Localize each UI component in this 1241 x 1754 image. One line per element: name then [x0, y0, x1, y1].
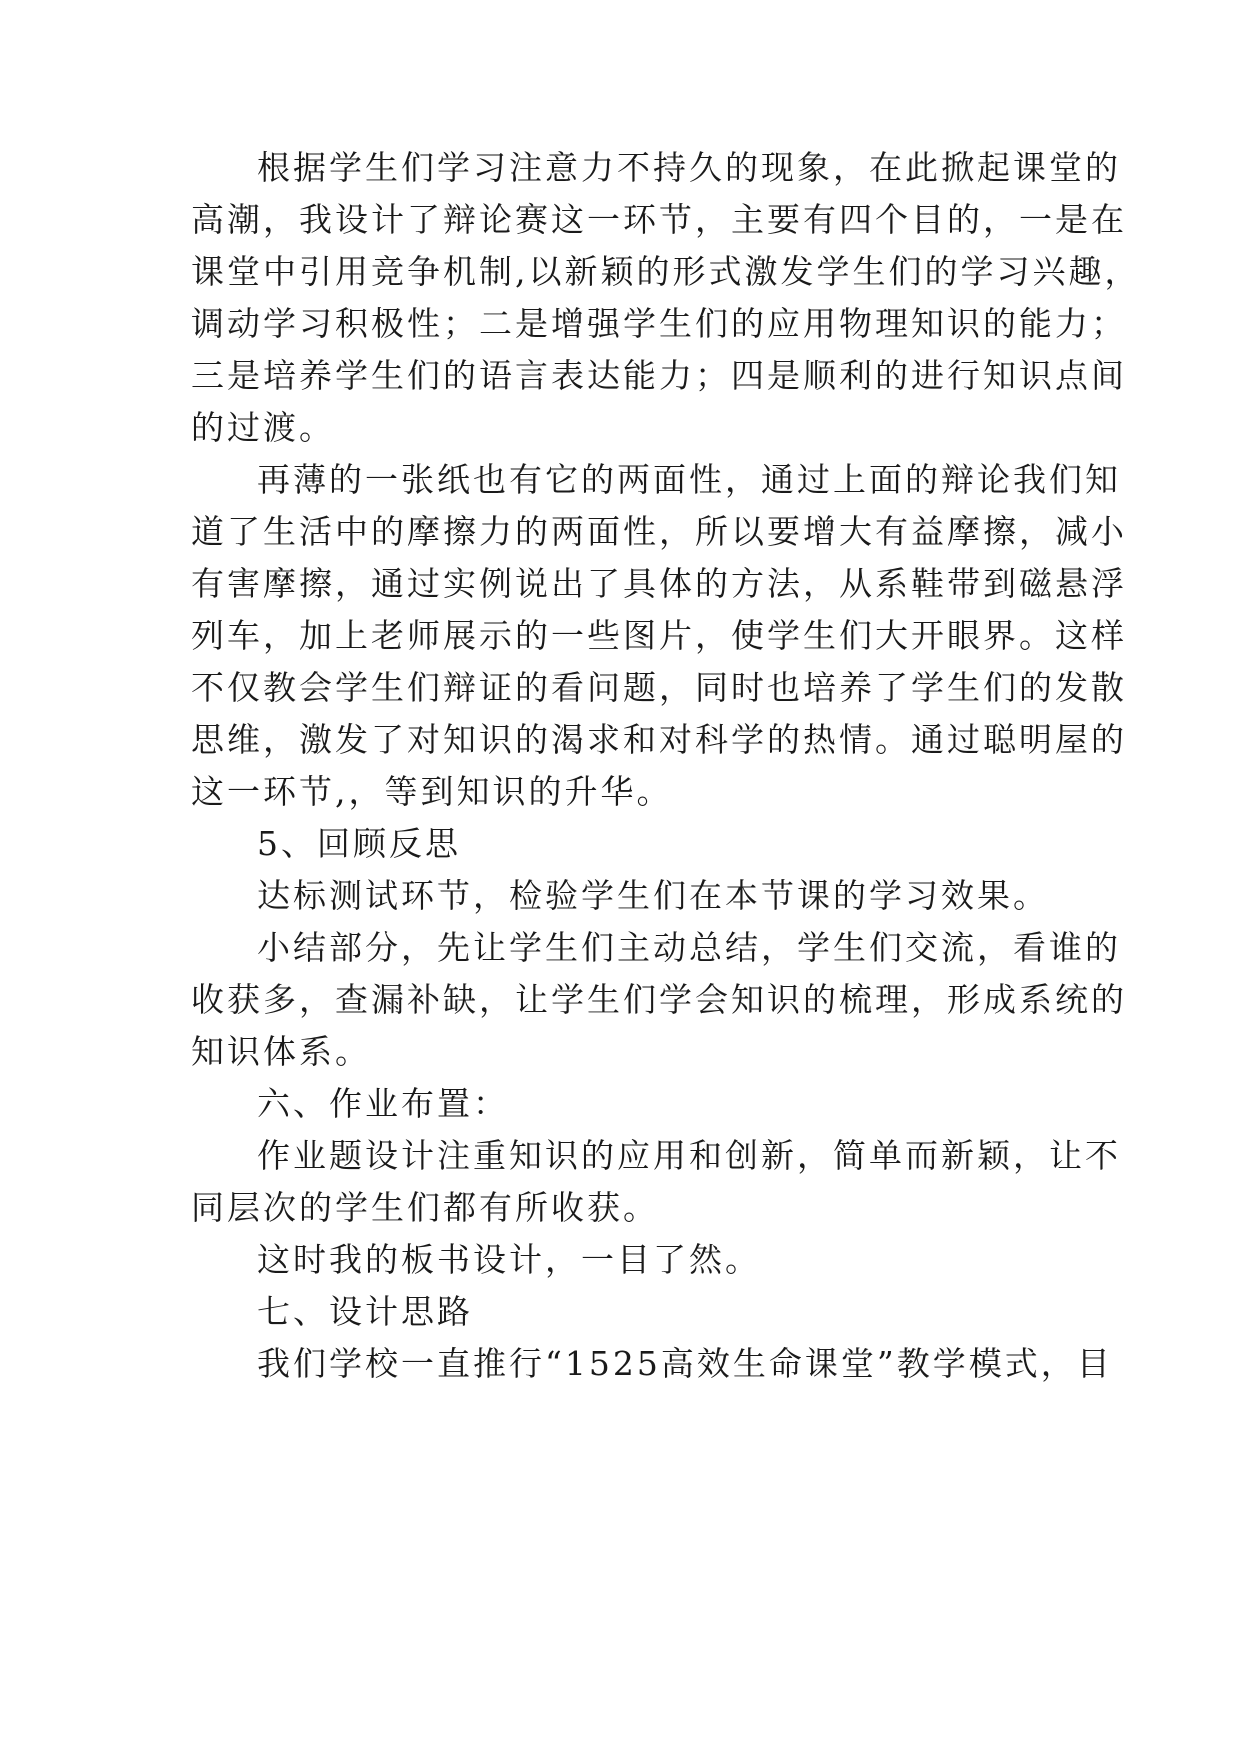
text-line: 高潮，我设计了辩论赛这一环节，主要有四个目的，一是在: [191, 200, 1127, 239]
text-line: 这一环节,，等到知识的升华。: [191, 772, 673, 811]
text-line: 作业题设计注重知识的应用和创新，简单而新颖，让不: [257, 1136, 1121, 1175]
text-line: 思维，激发了对知识的渴求和对科学的热情。通过聪明屋的: [191, 720, 1127, 759]
section-heading: 六、作业布置：: [257, 1084, 509, 1123]
text-line: 我们学校一直推行“1525高效生命课堂”教学模式，目: [257, 1344, 1113, 1383]
text-line: 达标测试环节，检验学生们在本节课的学习效果。: [257, 876, 1049, 915]
text-line: 小结部分，先让学生们主动总结，学生们交流，看谁的: [257, 928, 1121, 967]
text-line: 三是培养学生们的语言表达能力；四是顺利的进行知识点间: [191, 356, 1127, 395]
text-line: 同层次的学生们都有所收获。: [191, 1188, 659, 1227]
text-line: 道了生活中的摩擦力的两面性，所以要增大有益摩擦，减小: [191, 512, 1127, 551]
text-line: 列车，加上老师展示的一些图片，使学生们大开眼界。这样: [191, 616, 1127, 655]
section-heading: 七、设计思路: [257, 1292, 473, 1331]
text-line: 知识体系。: [191, 1032, 371, 1071]
text-line: 收获多，查漏补缺，让学生们学会知识的梳理，形成系统的: [191, 980, 1127, 1019]
text-line: 不仅教会学生们辩证的看问题，同时也培养了学生们的发散: [191, 668, 1127, 707]
text-line: 有害摩擦，通过实例说出了具体的方法，从系鞋带到磁悬浮: [191, 564, 1127, 603]
text-line: 课堂中引用竞争机制,以新颖的形式激发学生们的学习兴趣，: [191, 252, 1141, 291]
section-heading: 5、回顾反思: [257, 824, 461, 863]
text-line: 这时我的板书设计，一目了然。: [257, 1240, 761, 1279]
text-line: 的过渡。: [191, 408, 335, 447]
text-line: 再薄的一张纸也有它的两面性，通过上面的辩论我们知: [257, 460, 1121, 499]
text-line: 调动学习积极性；二是增强学生们的应用物理知识的能力；: [191, 304, 1127, 343]
text-line: 根据学生们学习注意力不持久的现象，在此掀起课堂的: [257, 148, 1121, 187]
